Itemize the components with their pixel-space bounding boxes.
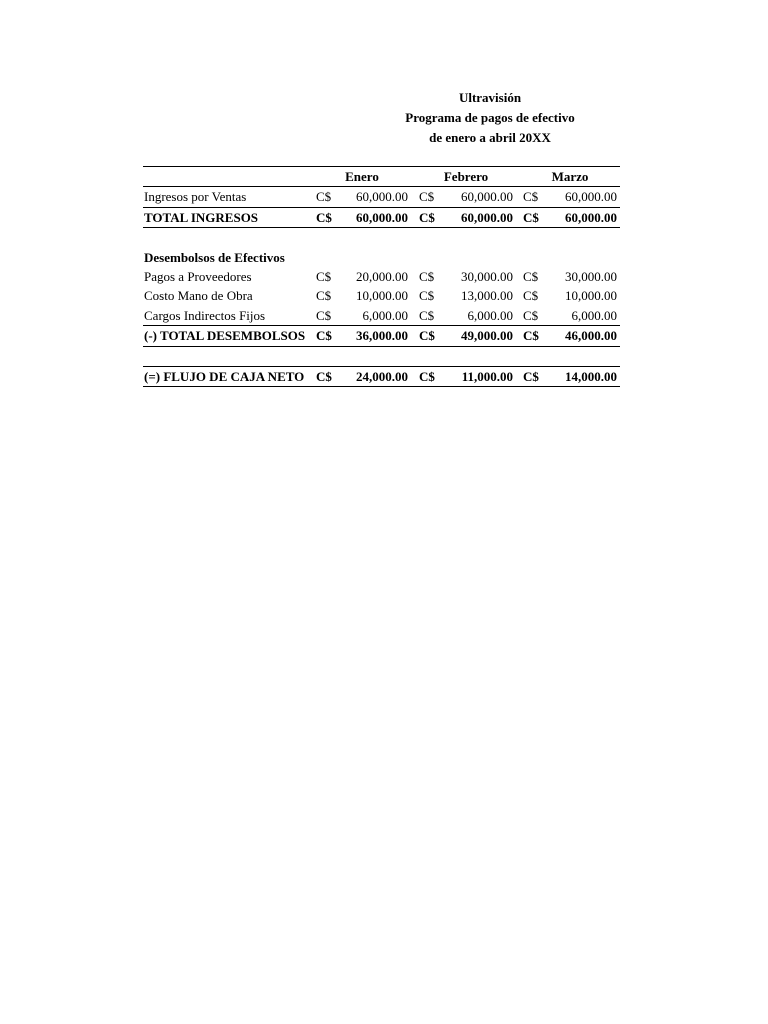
total-income-row <box>143 207 620 228</box>
currency-symbol: C$ <box>316 307 332 323</box>
spacer-row <box>143 228 620 247</box>
currency-symbol: C$ <box>523 209 539 225</box>
column-header-row <box>143 166 620 187</box>
column-header-marzo: Marzo <box>551 169 589 184</box>
amount-enero: 24,000.00 <box>356 368 408 384</box>
currency-symbol: C$ <box>419 189 435 205</box>
currency-symbol: C$ <box>419 209 435 225</box>
amount-enero: 36,000.00 <box>356 328 408 344</box>
amount-febrero: 6,000.00 <box>467 307 513 323</box>
report-period: de enero a abril 20XX <box>429 130 551 145</box>
section-header-row <box>143 248 620 267</box>
amount-febrero: 11,000.00 <box>461 368 513 384</box>
total-disbursements-row <box>143 325 620 346</box>
amount-enero: 60,000.00 <box>356 209 408 225</box>
report-title: Programa de pagos de efectivo <box>405 110 575 125</box>
column-header-febrero: Febrero <box>443 169 489 184</box>
amount-febrero: 49,000.00 <box>461 328 513 344</box>
currency-symbol: C$ <box>316 209 332 225</box>
row-label: TOTAL INGRESOS <box>144 209 259 225</box>
currency-symbol: C$ <box>523 288 539 304</box>
spacer-row <box>143 347 620 367</box>
amount-febrero: 30,000.00 <box>461 268 513 284</box>
cash-flow-table <box>143 166 620 387</box>
row-label: Costo Mano de Obra <box>144 288 253 304</box>
column-header-enero: Enero <box>345 169 379 184</box>
amount-febrero: 60,000.00 <box>461 189 513 205</box>
currency-symbol: C$ <box>419 268 435 284</box>
amount-marzo: 46,000.00 <box>565 328 617 344</box>
row-label: (-) TOTAL DESEMBOLSOS <box>144 328 306 344</box>
amount-enero: 10,000.00 <box>356 288 408 304</box>
currency-symbol: C$ <box>316 268 332 284</box>
amount-febrero: 13,000.00 <box>461 288 513 304</box>
currency-symbol: C$ <box>316 189 332 205</box>
currency-symbol: C$ <box>419 288 435 304</box>
amount-marzo: 60,000.00 <box>565 189 617 205</box>
section-title: Desembolsos de Efectivos <box>144 249 285 265</box>
amount-enero: 60,000.00 <box>356 189 408 205</box>
row-label: Ingresos por Ventas <box>144 189 247 205</box>
currency-symbol: C$ <box>523 268 539 284</box>
currency-symbol: C$ <box>523 328 539 344</box>
net-cash-flow-row <box>143 367 620 387</box>
company-name: Ultravisión <box>458 90 522 105</box>
row-label: Cargos Indirectos Fijos <box>144 307 266 323</box>
currency-symbol: C$ <box>523 368 539 384</box>
table-row <box>143 306 620 325</box>
table-row <box>143 286 620 305</box>
table-row <box>143 187 620 206</box>
currency-symbol: C$ <box>523 189 539 205</box>
table-row <box>143 267 620 286</box>
currency-symbol: C$ <box>419 328 435 344</box>
row-label: Pagos a Proveedores <box>144 268 252 284</box>
row-label: (=) FLUJO DE CAJA NETO <box>144 368 305 384</box>
currency-symbol: C$ <box>523 307 539 323</box>
amount-marzo: 6,000.00 <box>571 307 617 323</box>
currency-symbol: C$ <box>316 328 332 344</box>
amount-marzo: 10,000.00 <box>565 288 617 304</box>
currency-symbol: C$ <box>316 288 332 304</box>
amount-febrero: 60,000.00 <box>461 209 513 225</box>
amount-marzo: 30,000.00 <box>565 268 617 284</box>
amount-enero: 6,000.00 <box>362 307 408 323</box>
amount-marzo: 60,000.00 <box>565 209 617 225</box>
amount-marzo: 14,000.00 <box>565 368 617 384</box>
amount-enero: 20,000.00 <box>356 268 408 284</box>
currency-symbol: C$ <box>316 368 332 384</box>
currency-symbol: C$ <box>419 307 435 323</box>
currency-symbol: C$ <box>419 368 435 384</box>
